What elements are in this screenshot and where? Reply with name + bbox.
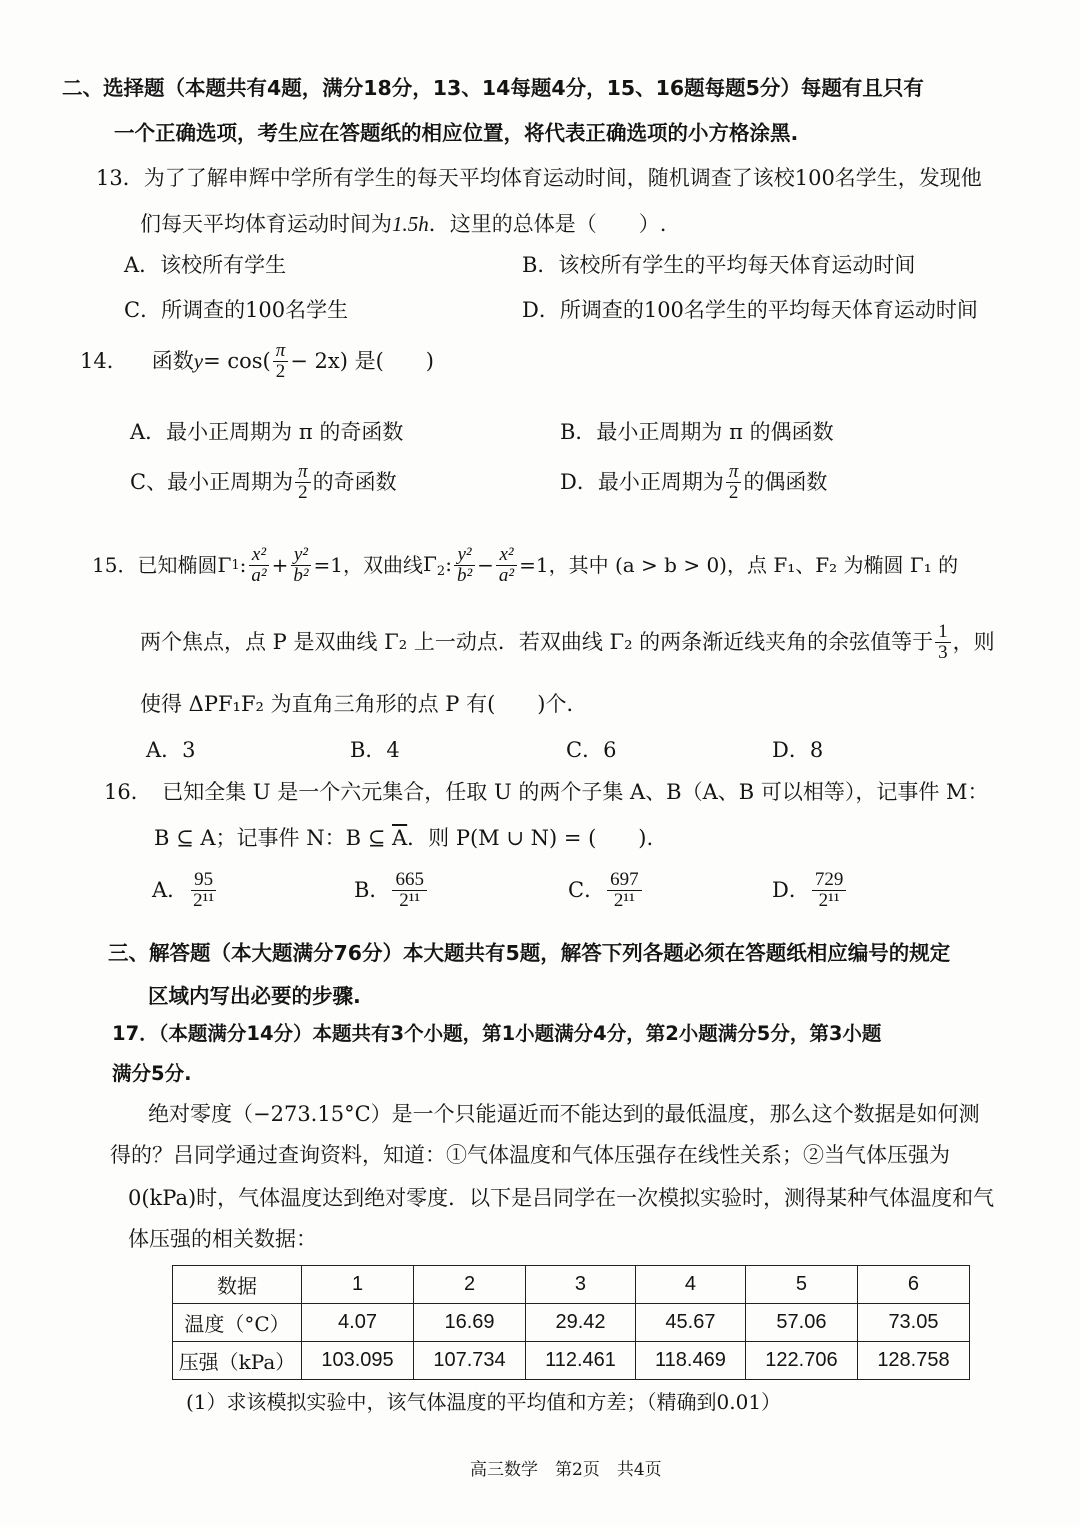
q17-paragraph-line4: 体压强的相关数据：	[128, 1227, 317, 1251]
q15-option-c: C．6	[566, 738, 617, 762]
q17-paragraph-line1: 绝对零度（−273.15°C）是一个只能逼近而不能达到的最低温度，那么这个数据是如何测	[148, 1102, 980, 1126]
table-cell: 4.07	[302, 1304, 414, 1342]
q14-option-c: C、最小正周期为 $\frac{\pi}{2}$ 的奇函数	[130, 461, 397, 503]
q13-option-c: C．所调查的100名学生	[124, 298, 349, 322]
q16-stem-line2: B ⊆ A；记事件 N：B ⊆ $\overline{A}$．则 P(M ∪ N) = ( ).	[154, 826, 654, 850]
q17-paragraph-line2: 得的？吕同学通过查询资料，知道：①气体温度和气体压强存在线性关系；②当气体压强为	[110, 1143, 950, 1167]
q14-fraction: $\frac{\pi}{2}$	[273, 341, 289, 382]
q17-header-line2: 满分5分.	[112, 1062, 192, 1085]
q14-stem: 14． 函数 y = cos( $\frac{\pi}{2}$ − 2x) 是( )	[80, 340, 434, 382]
section3-heading-line2: 区域内写出必要的步骤.	[148, 984, 361, 1008]
q17-subquestion-1: (1）求该模拟实验中，该气体温度的平均值和方差；（精确到0.01）	[186, 1390, 782, 1414]
q14-option-a: A．最小正周期为 π 的奇函数	[130, 420, 404, 444]
table-cell: 107.734	[414, 1342, 526, 1380]
q15-stem-line1: 15．已知椭圆 Γ 1 : $\frac{\text{x²}}{\text{a²}}$ + $\frac{\text{y²}}{\text{b²}}$ =1 ，双曲线 $\Gamma_2$: $\frac{\text{y²}}{\text{b²}}$ − $\frac{\text{x²}}{\text{a²}}$ =1 ，其中 (a > b > 0)，点 F₁、F₂ 为椭圆 Γ₁ 的	[92, 544, 959, 586]
table-cell: 1	[302, 1266, 414, 1304]
table-cell: 73.05	[857, 1304, 969, 1342]
q16-stem-line1: 16． 已知全集 U 是一个六元集合，任取 U 的两个子集 A、B（A、B 可以相等），记事件 M：	[104, 780, 989, 804]
q13-stem-line1: 13．为了了解申辉中学所有学生的每天平均体育运动时间，随机调查了该校100名学生，发现他	[96, 166, 982, 190]
q13-option-d: D．所调查的100名学生的平均每天体育运动时间	[522, 298, 978, 322]
q15-option-b: B．4	[350, 738, 400, 762]
table-cell: 118.469	[635, 1342, 745, 1380]
table-row-temperature	[173, 1304, 970, 1342]
table-header-row	[173, 1266, 970, 1304]
q15-option-a: A．3	[146, 738, 196, 762]
q14-option-d: D．最小正周期为 $\frac{\pi}{2}$ 的偶函数	[560, 461, 828, 503]
page-footer: 高三数学 第2页 共4页	[470, 1460, 662, 1480]
data-table	[172, 1265, 970, 1380]
q15-option-d: D．8	[772, 738, 824, 762]
table-cell: 数据	[173, 1266, 302, 1304]
table-cell: 压强（kPa）	[173, 1342, 302, 1380]
table-cell: 122.706	[745, 1342, 857, 1380]
q14-option-b: B．最小正周期为 π 的偶函数	[560, 420, 834, 444]
table-row-pressure	[173, 1342, 970, 1380]
table-cell: 5	[745, 1266, 857, 1304]
table-cell: 29.42	[526, 1304, 636, 1342]
table-cell: 4	[635, 1266, 745, 1304]
q16-option-d: D． $\frac{729}{\text{2¹¹}}$	[772, 870, 848, 911]
q16-option-b: B． $\frac{665}{\text{2¹¹}}$	[354, 870, 429, 911]
q15-stem-line2: 两个焦点，点 P 是双曲线 Γ₂ 上一动点．若双曲线 Γ₂ 的两条渐近线夹角的余弦值等于 $\frac{1}{3}$ ，则	[140, 621, 995, 663]
q17-paragraph-line3: 0(kPa)时，气体温度达到绝对零度．以下是吕同学在一次模拟实验时，测得某种气体温度和气	[128, 1186, 995, 1210]
q13-option-a: A．该校所有学生	[124, 253, 287, 277]
q13-option-b: B．该校所有学生的平均每天体育运动时间	[522, 253, 916, 277]
table-cell: 128.758	[857, 1342, 969, 1380]
q17-header-line1: 17．（本题满分14分）本题共有3个小题，第1小题满分4分，第2小题满分5分，第3小题	[112, 1022, 882, 1045]
table-cell: 45.67	[635, 1304, 745, 1342]
section2-heading-line2: 一个正确选项，考生应在答题纸的相应位置，将代表正确选项的小方格涂黑.	[114, 121, 799, 145]
table-cell: 103.095	[302, 1342, 414, 1380]
q16-option-c: C． $\frac{697}{\text{2¹¹}}$	[568, 870, 644, 911]
table-cell: 16.69	[414, 1304, 526, 1342]
table-cell: 3	[526, 1266, 636, 1304]
section2-heading-line1: 二、选择题（本题共有4题，满分18分，13、14每题4分，15、16题每题5分）每题有且只有	[62, 76, 924, 100]
table-cell: 6	[857, 1266, 969, 1304]
q15-stem-line3: 使得 ΔPF₁F₂ 为直角三角形的点 P 有( )个．	[140, 692, 588, 716]
table-cell: 2	[414, 1266, 526, 1304]
table-cell: 112.461	[526, 1342, 636, 1380]
section3-heading-line1: 三、解答题（本大题满分76分）本大题共有5题，解答下列各题必须在答题纸相应编号的规定	[108, 941, 951, 965]
q13-stem-line2: 们每天平均体育运动时间为1.5h．这里的总体是（ ）.	[140, 212, 667, 236]
table-cell: 57.06	[745, 1304, 857, 1342]
q16-option-a: A． $\frac{95}{\text{2¹¹}}$	[152, 870, 219, 911]
table-cell: 温度（°C）	[173, 1304, 302, 1342]
